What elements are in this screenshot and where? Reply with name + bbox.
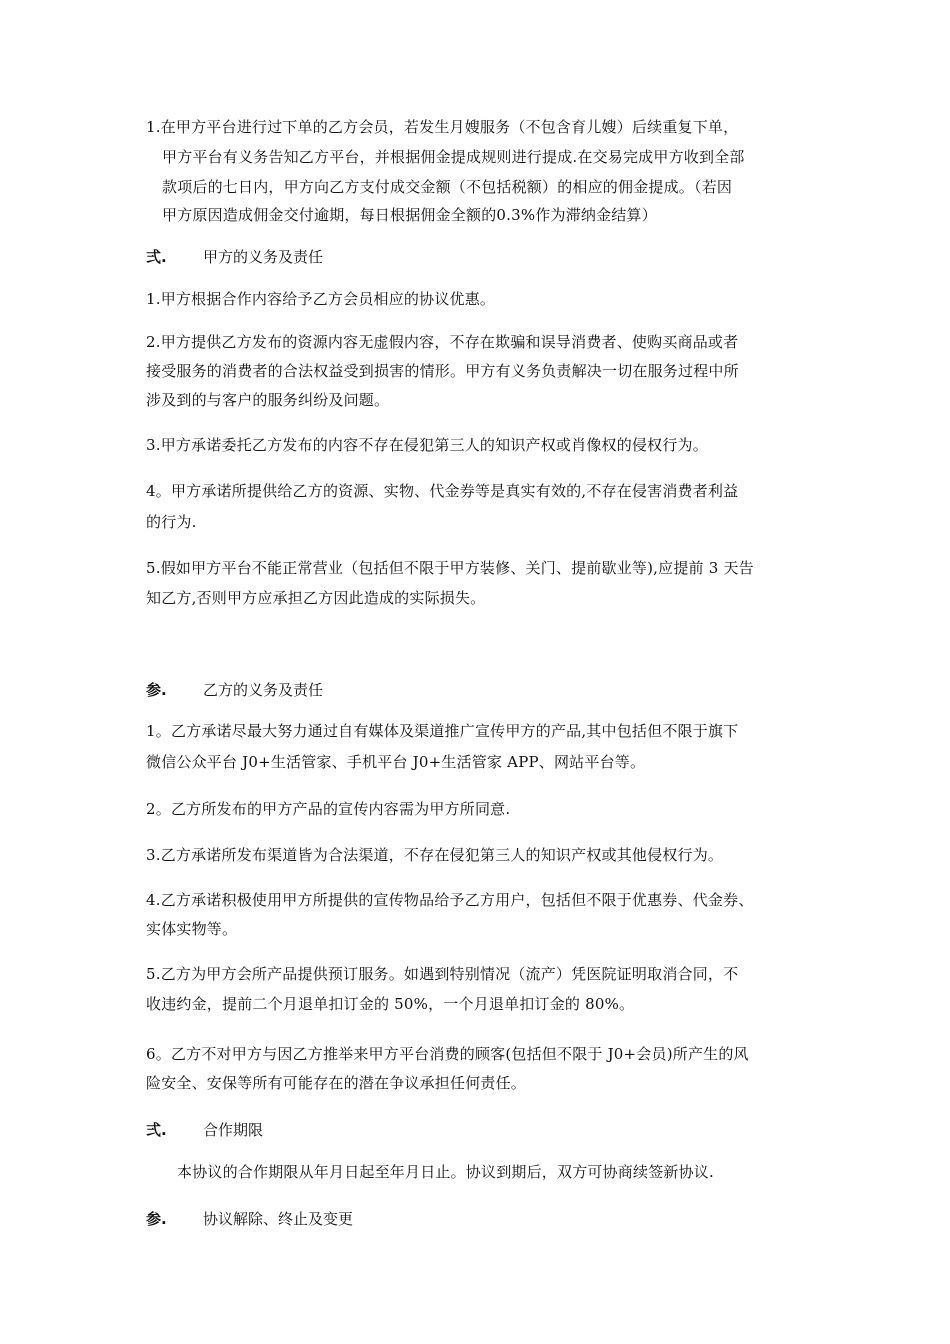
list-item: 1。乙方承诺尽最大努力通过自有媒体及渠道推广宣传甲方的产品,其中包括但不限于旗下 <box>146 722 739 740</box>
section-number: 参. <box>146 681 167 699</box>
list-item: 知乙方,否则甲方应承担乙方因此造成的实际损失。 <box>146 589 486 607</box>
section-number: 弍. <box>146 248 167 266</box>
list-item: 险安全、安保等所有可能存在的潜在争议承担任何责任。 <box>146 1074 527 1092</box>
section-number: 弍. <box>146 1121 167 1139</box>
section-number: 参. <box>146 1210 167 1228</box>
paragraph-line: 本协议的合作期限从年月日起至年月日止。协议到期后，双方可协商续签新协议. <box>177 1163 714 1181</box>
section-title: 合作期限 <box>203 1121 264 1139</box>
list-item: 2.甲方提供乙方发布的资源内容无虚假内容，不存在欺骗和误导消费者、使购买商品或者 <box>146 333 739 351</box>
list-item: 4.乙方承诺积极使用甲方所提供的宣传物品给予乙方用户，包括但不限于优惠券、代金券、 <box>146 891 754 909</box>
list-item: 接受服务的消费者的合法权益受到损害的情形。甲方有义务负责解决一切在服务过程中所 <box>146 362 739 380</box>
list-item: 6。乙方不对甲方与因乙方推举来甲方平台消费的顾客(包括但不限于 J0+会员)所产生的风 <box>146 1045 749 1063</box>
paragraph-line: 甲方平台有义务告知乙方平台，并根据佣金提成规则进行提成.在交易完成甲方收到全部 <box>162 148 745 166</box>
section-title: 协议解除、终止及变更 <box>203 1210 354 1228</box>
list-item: 3.乙方承诺所发布渠道皆为合法渠道，不存在侵犯第三人的知识产权或其他侵权行为。 <box>146 846 724 864</box>
list-item: 5.乙方为甲方会所产品提供预订服务。如遇到特别情况（流产）凭医院证明取消合同，不 <box>146 965 739 983</box>
paragraph-line: 1.在甲方平台进行过下单的乙方会员，若发生月嫂服务（不包含育儿嫂）后续重复下单， <box>146 118 739 136</box>
paragraph-line: 甲方原因造成佣金交付逾期，每日根据佣金全额的0.3%作为滞纳金结算） <box>162 206 657 224</box>
list-item: 收违约金，提前二个月退单扣订金的 50%，一个月退单扣订金的 80%。 <box>146 995 635 1013</box>
list-item: 实体实物等。 <box>146 920 238 938</box>
list-item: 1.甲方根据合作内容给予乙方会员相应的协议优惠。 <box>146 290 496 308</box>
list-item: 2。乙方所发布的甲方产品的宣传内容需为甲方所同意. <box>146 800 511 818</box>
section-title: 乙方的义务及责任 <box>203 681 324 699</box>
list-item: 涉及到的与客户的服务纠纷及问题。 <box>146 391 390 409</box>
list-item: 5.假如甲方平台不能正常营业（包括但不限于甲方装修、关门、提前歇业等),应提前 3 天告 <box>146 559 754 577</box>
list-item: 微信公众平台 J0+生活管家、手机平台 J0+生活管家 APP、网站平台等。 <box>146 753 646 771</box>
list-item: 的行为. <box>146 513 197 531</box>
list-item: 4。甲方承诺所提供给乙方的资源、实物、代金券等是真实有效的,不存在侵害消费者利益 <box>146 482 739 500</box>
list-item: 3.甲方承诺委托乙方发布的内容不存在侵犯第三人的知识产权或肖像权的侵权行为。 <box>146 436 708 454</box>
section-title: 甲方的义务及责任 <box>203 248 324 266</box>
paragraph-line: 款项后的七日内，甲方向乙方支付成交金额（不包括税额）的相应的佣金提成。（若因 <box>162 178 733 196</box>
